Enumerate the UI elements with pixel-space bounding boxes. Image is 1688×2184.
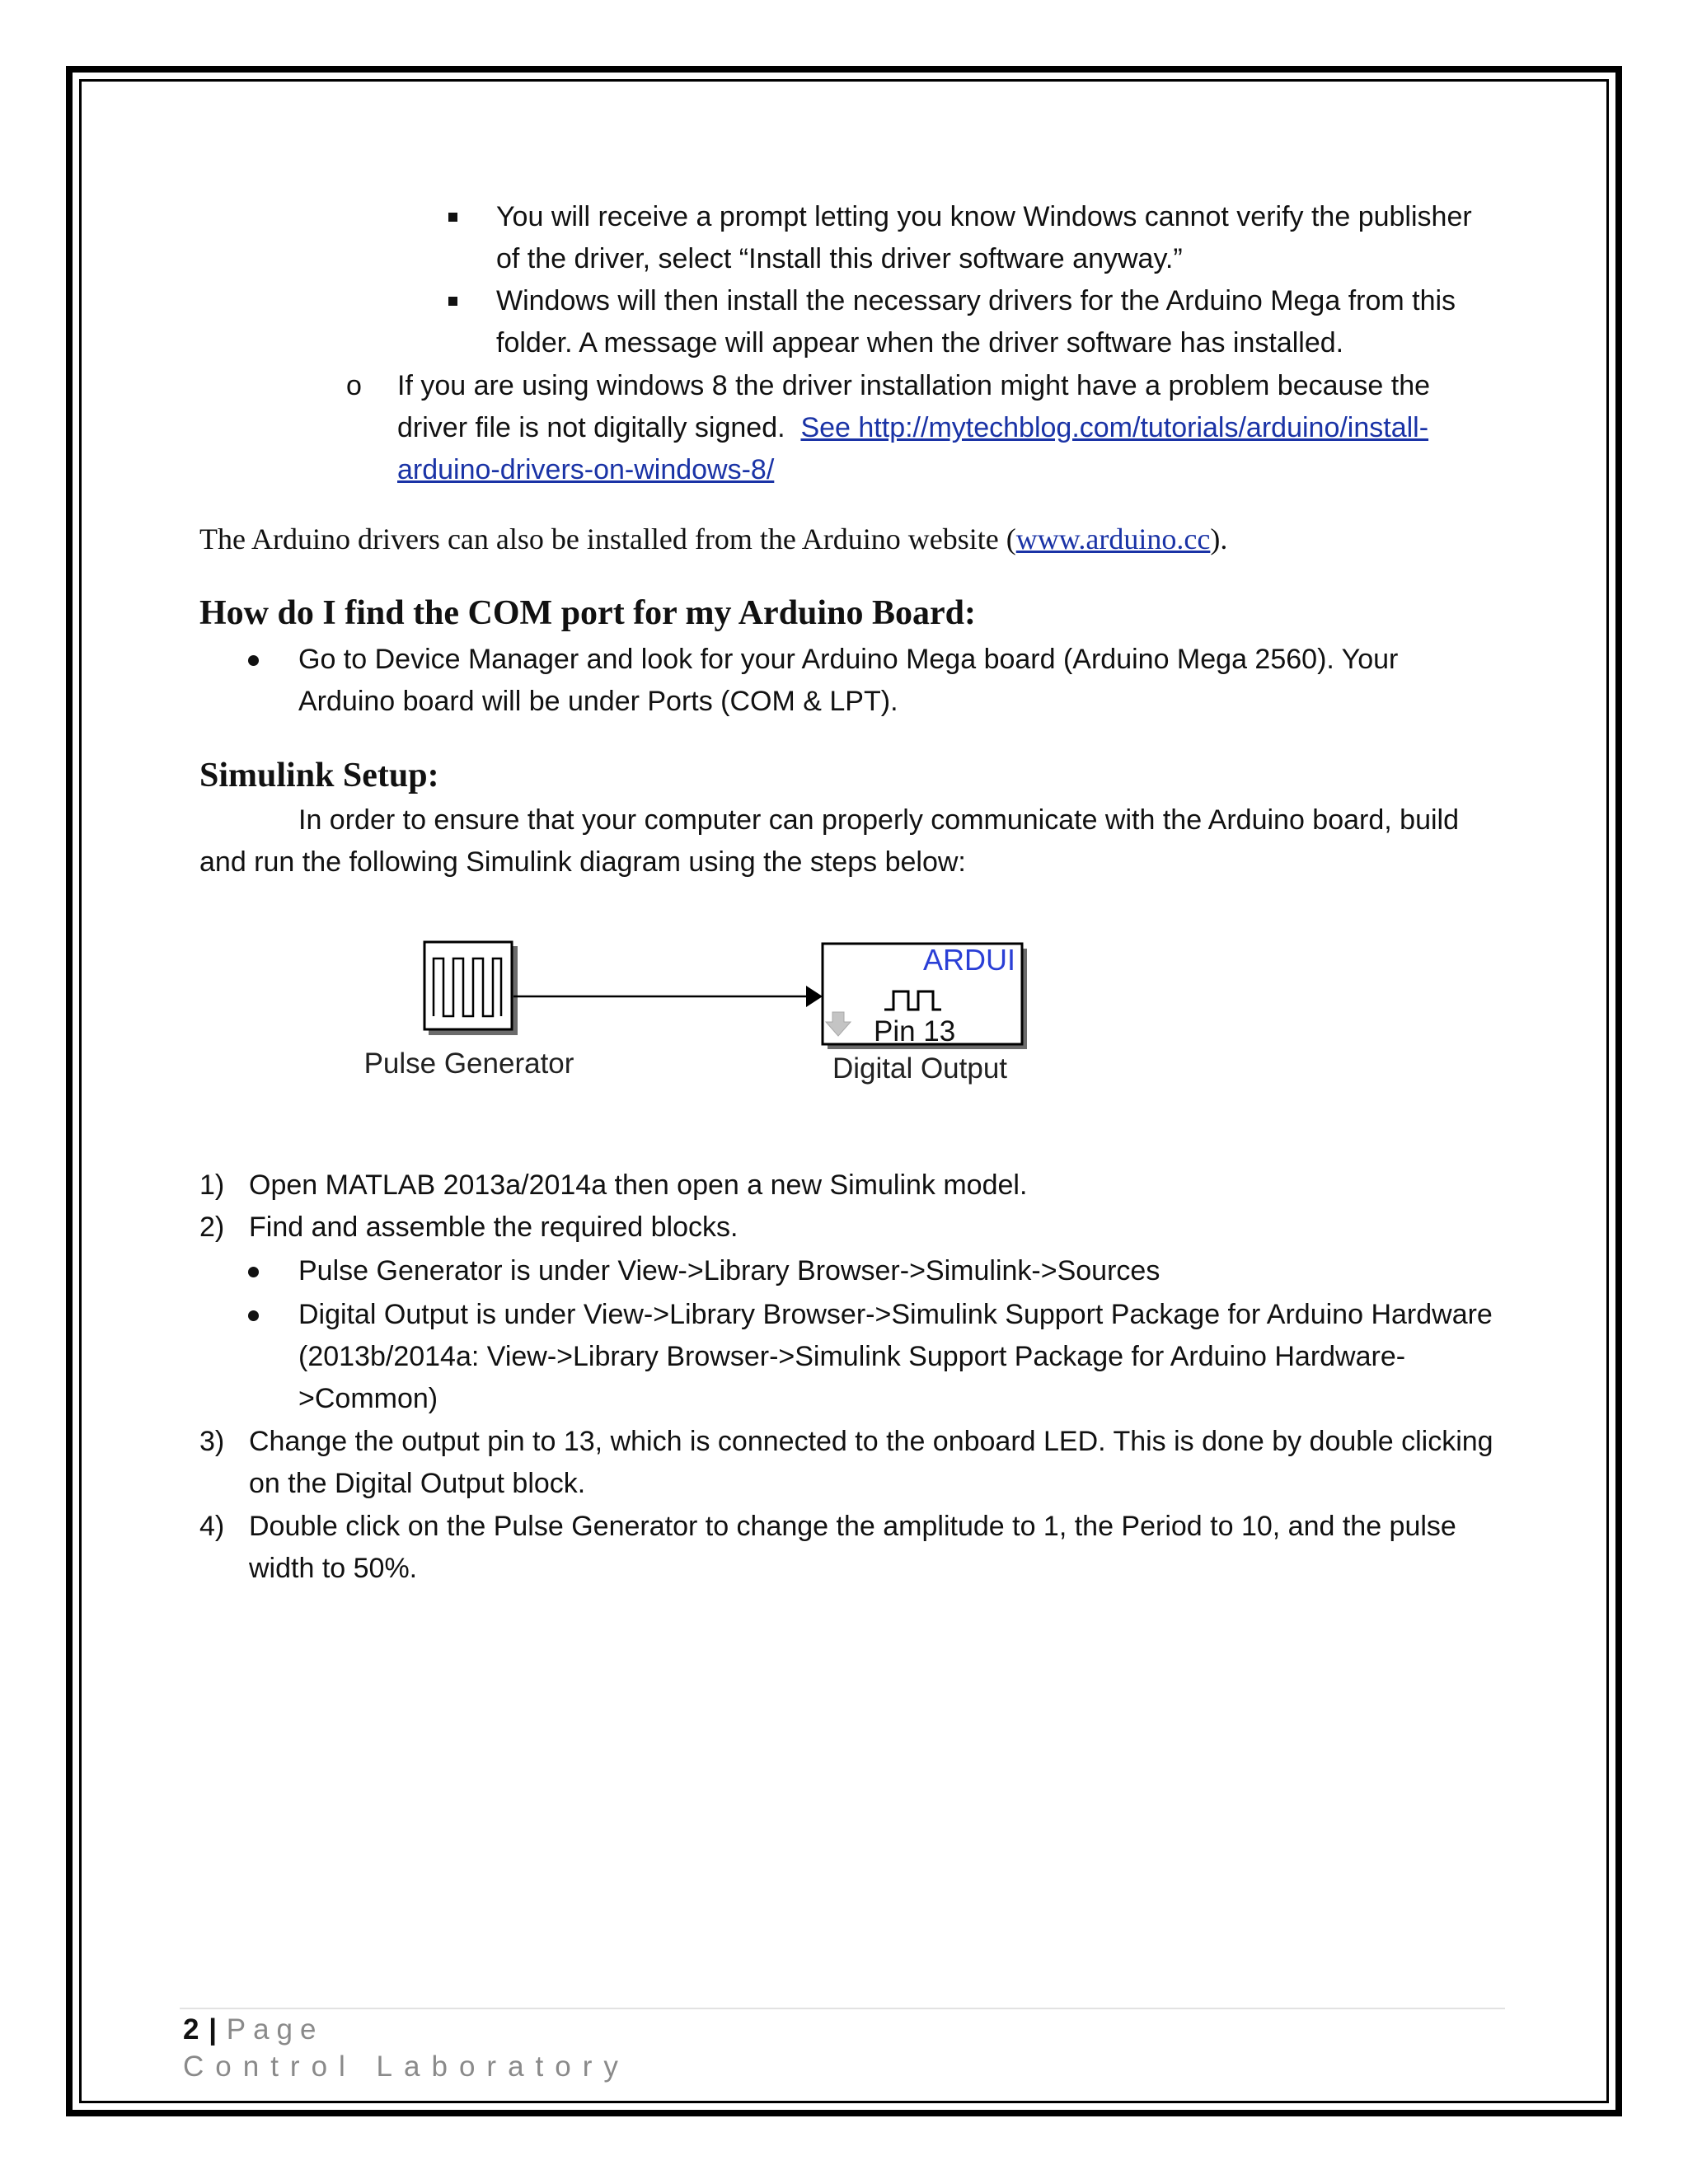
sub-bullet-2-line-1: Windows will then install the necessary drivers for the Arduino Mega from this <box>496 285 1456 316</box>
step-4-line-1: Double click on the Pulse Generator to change the amplitude to 1, the Period to 10, and the pulse <box>249 1511 1456 1542</box>
circle-bullet-icon: o <box>346 370 362 401</box>
footer-page-number <box>183 2011 323 2049</box>
sub-bullet-1-line-1: You will receive a prompt letting you know Windows cannot verify the publisher <box>496 201 1472 232</box>
footer-lab-name: Control Laboratory <box>183 2050 630 2083</box>
simulink-diagram-svg <box>354 931 1039 1088</box>
step2-bullet-1-line-1: Pulse Generator is under View->Library Browser->Simulink->Sources <box>298 1255 1160 1286</box>
step-4-number: 4) <box>199 1511 225 1542</box>
com-port-heading: How do I find the COM port for my Arduino Board: <box>199 594 976 632</box>
win8-line-2 <box>397 407 1428 449</box>
simulink-setup-heading: Simulink Setup: <box>199 757 439 794</box>
win8-line-1: If you are using windows 8 the driver installation might have a problem because the <box>397 370 1431 401</box>
bullet-icon <box>248 1267 259 1277</box>
step-2-number: 2) <box>199 1212 225 1243</box>
com-bullet-line-1: Go to Device Manager and look for your Arduino Mega board (Arduino Mega 2560). Your <box>298 644 1399 675</box>
page-number: 2 <box>183 2013 200 2046</box>
sub-bullet-2-line-2: folder. A message will appear when the driver software has installed. <box>496 327 1344 359</box>
step-3-number: 3) <box>199 1426 225 1457</box>
arduino-website-line <box>199 518 1227 560</box>
step2-bullet-2-line-1: Digital Output is under View->Library Browser->Simulink Support Package for Arduino Hardware <box>298 1299 1493 1330</box>
footer-divider <box>180 2008 1505 2009</box>
arduino-header-text: ARDUI <box>923 943 1016 977</box>
simulink-diagram <box>354 931 1039 1088</box>
step-1-number: 1) <box>199 1169 225 1201</box>
install-drivers-link-cont[interactable]: arduino-drivers-on-windows-8/ <box>397 454 775 485</box>
sub-bullet-1-line-2: of the driver, select “Install this driver software anyway.” <box>496 243 1183 274</box>
simulink-intro-line-1: In order to ensure that your computer can properly communicate with the Arduino board, build <box>298 804 1459 836</box>
step-4-line-2: width to 50%. <box>249 1553 418 1584</box>
arduino-website-suffix: ). <box>1210 523 1228 555</box>
pin-label: Pin 13 <box>874 1015 956 1047</box>
step2-bullet-2-line-2: (2013b/2014a: View->Library Browser->Simulink Support Package for Arduino Hardware- <box>298 1341 1406 1372</box>
bullet-icon <box>248 1310 259 1321</box>
arrow-head-icon <box>806 986 823 1007</box>
square-bullet-icon <box>448 213 457 222</box>
square-bullet-icon <box>448 297 457 306</box>
com-bullet-line-2: Arduino board will be under Ports (COM & LPT). <box>298 686 898 717</box>
arduino-website-link[interactable]: www.arduino.cc <box>1015 523 1211 555</box>
pulse-generator-label: Pulse Generator <box>363 1047 574 1080</box>
win8-line-2-text: driver file is not digitally signed. <box>397 412 801 443</box>
page-word: Page <box>226 2013 324 2046</box>
install-drivers-link[interactable]: See http://mytechblog.com/tutorials/arduino/install- <box>800 412 1429 443</box>
step2-bullet-2-line-3: >Common) <box>298 1383 438 1414</box>
bullet-icon <box>248 655 259 666</box>
arduino-website-text: The Arduino drivers can also be installed from the Arduino website ( <box>199 523 1016 555</box>
page-separator: | <box>209 2013 218 2046</box>
simulink-intro-line-2: and run the following Simulink diagram using the steps below: <box>199 846 966 878</box>
step-3-line-2: on the Digital Output block. <box>249 1468 586 1499</box>
step-3-line-1: Change the output pin to 13, which is connected to the onboard LED. This is done by double clicking <box>249 1426 1493 1457</box>
digital-output-label: Digital Output <box>832 1052 1008 1085</box>
step-1-line-1: Open MATLAB 2013a/2014a then open a new Simulink model. <box>249 1169 1028 1201</box>
step-2-line-1: Find and assemble the required blocks. <box>249 1212 738 1243</box>
